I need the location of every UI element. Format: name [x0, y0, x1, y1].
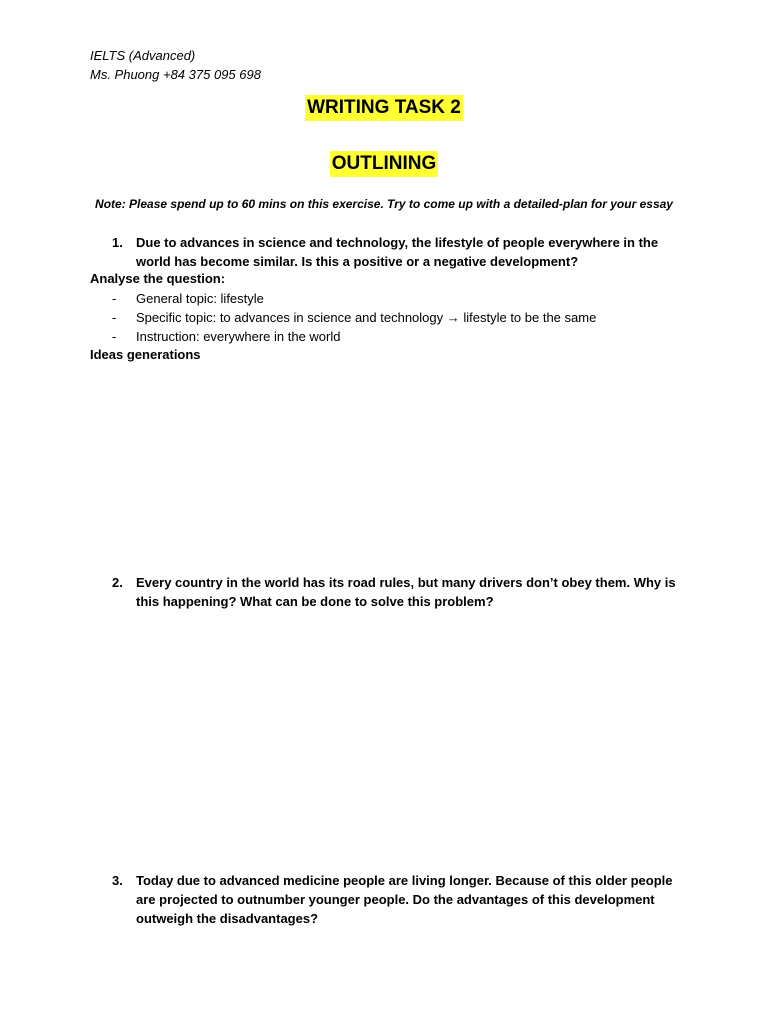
subtitle-container [0, 151, 768, 177]
question-number: 1. [112, 235, 123, 250]
question-text: Due to advances in science and technology, the lifestyle of people everywhere in the world has become similar. Is this a positive or a negative development? [136, 235, 659, 269]
question-2 [112, 573, 682, 611]
page-subtitle: OUTLINING [330, 151, 439, 177]
ideas-label: Ideas generations [90, 347, 201, 362]
teacher-contact: Ms. Phuong +84 375 095 698 [90, 67, 261, 82]
list-item [112, 327, 672, 346]
question-number: 2. [112, 575, 123, 590]
question-3 [112, 871, 682, 928]
page-title: WRITING TASK 2 [305, 95, 463, 121]
bullet-dash: - [112, 310, 117, 325]
title-container [0, 95, 768, 121]
list-item [112, 289, 672, 308]
bullet-dash: - [112, 329, 117, 344]
bullet-text: Specific topic: to advances in science and technology → lifestyle to be the same [136, 310, 597, 325]
question-text: Today due to advanced medicine people are living longer. Because of this older people are projected to outnumber younger people. Do the advantages of this development outweigh the disadvantages? [136, 873, 673, 926]
bullet-text: Instruction: everywhere in the world [136, 329, 341, 344]
question-number: 3. [112, 873, 123, 888]
course-name: IELTS (Advanced) [90, 48, 196, 63]
analysis-label: Analyse the question: [90, 271, 226, 286]
analysis-list [112, 289, 672, 346]
bullet-dash: - [112, 291, 117, 306]
list-item [112, 308, 672, 327]
bullet-text: General topic: lifestyle [136, 291, 264, 306]
exercise-note: Note: Please spend up to 60 mins on this exercise. Try to come up with a detailed-plan for your essay [95, 197, 673, 211]
question-text: Every country in the world has its road rules, but many drivers don’t obey them. Why is this happening? What can be done to solve this problem? [136, 575, 676, 609]
question-1 [112, 233, 682, 271]
